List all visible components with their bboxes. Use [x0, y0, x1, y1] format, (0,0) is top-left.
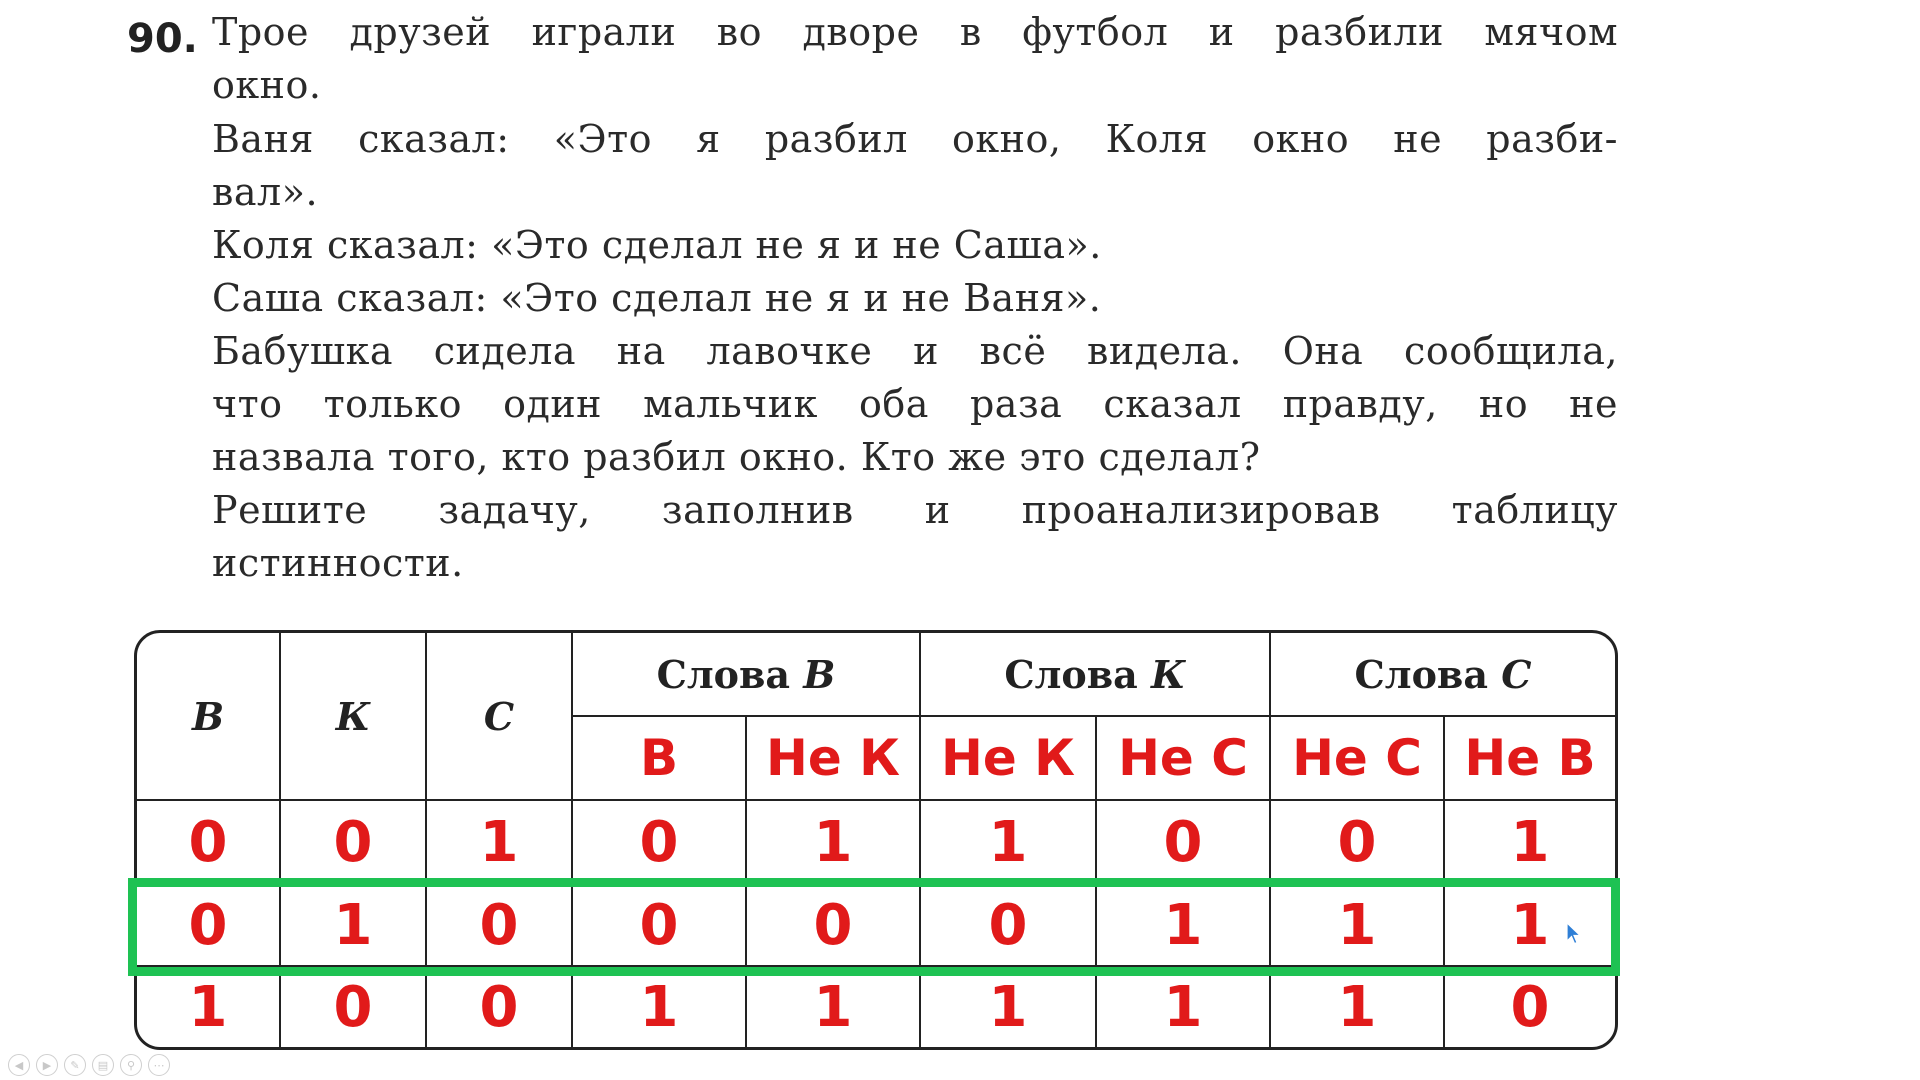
problem-text-line: вал».	[212, 170, 319, 214]
problem-text-line: что только один мальчик оба раза сказал правду, но не	[212, 382, 1618, 426]
table-cell: 1	[1163, 974, 1203, 1040]
table-cell: 0	[188, 892, 228, 958]
table-cell: 0	[988, 892, 1028, 958]
truth-table	[134, 630, 1618, 1050]
table-cell: 1	[188, 974, 228, 1040]
group-header-words-k: Слова К	[1004, 651, 1186, 697]
table-cell: 0	[333, 809, 373, 875]
problem-text-line: Бабушка сидела на лавочке и всё видела. Она сообщила,	[212, 329, 1618, 373]
table-cell: 0	[479, 892, 519, 958]
answer-highlight-box	[128, 878, 1620, 976]
header-v: В	[191, 693, 225, 739]
slideshow-toolbar	[8, 1054, 170, 1076]
table-cell: 1	[1510, 892, 1550, 958]
nav-forward-icon[interactable]: ▶	[36, 1054, 58, 1076]
table-cell: 1	[988, 974, 1028, 1040]
table-cell: 1	[1510, 809, 1550, 875]
table-cell: 0	[479, 974, 519, 1040]
subheader-cell: Не К	[940, 729, 1076, 787]
slides-icon[interactable]: ▤	[92, 1054, 114, 1076]
table-cell: 1	[1337, 974, 1377, 1040]
subheader-cell: Не В	[1464, 729, 1596, 787]
table-cell: 0	[1337, 809, 1377, 875]
header-k: К	[335, 693, 371, 739]
group-header-words-s: Слова С	[1354, 651, 1532, 697]
table-cell: 0	[813, 892, 853, 958]
problem-text-line: истинности.	[212, 541, 464, 585]
table-cell: 1	[988, 809, 1028, 875]
group-header-words-v: Слова В	[656, 651, 836, 697]
subheader-cell: В	[639, 729, 679, 787]
table-cell: 0	[333, 974, 373, 1040]
problem-text-line: Коля сказал: «Это сделал не я и не Саша».	[212, 223, 1102, 267]
subheader-cell: Не С	[1118, 729, 1248, 787]
problem-number: 90.	[127, 16, 198, 62]
table-cell: 0	[1163, 809, 1203, 875]
table-cell: 1	[333, 892, 373, 958]
more-icon[interactable]: ⋯	[148, 1054, 170, 1076]
cursor-arrow-icon	[1566, 922, 1584, 946]
table-cell: 1	[479, 809, 519, 875]
table-cell: 1	[1163, 892, 1203, 958]
table-cell: 0	[188, 809, 228, 875]
problem-text-line: Трое друзей играли во дворе в футбол и разбили мячом	[212, 10, 1618, 54]
table-cell: 1	[813, 974, 853, 1040]
subheader-cell: Не С	[1292, 729, 1422, 787]
table-cell: 0	[1510, 974, 1550, 1040]
table-cell: 0	[639, 809, 679, 875]
header-s: С	[483, 693, 515, 739]
pen-icon[interactable]: ✎	[64, 1054, 86, 1076]
table-cell: 1	[813, 809, 853, 875]
table-cell: 0	[639, 892, 679, 958]
problem-text-line: назвала того, кто разбил окно. Кто же это сделал?	[212, 435, 1261, 479]
problem-text-line: окно.	[212, 63, 322, 107]
subheader-cell: Не К	[765, 729, 901, 787]
zoom-icon[interactable]: ⚲	[120, 1054, 142, 1076]
problem-text-line: Решите задачу, заполнив и проанализировав таблицу	[212, 488, 1618, 532]
table-cell: 1	[639, 974, 679, 1040]
problem-text-line: Саша сказал: «Это сделал не я и не Ваня».	[212, 276, 1102, 320]
nav-back-icon[interactable]: ◀	[8, 1054, 30, 1076]
problem-text-line: Ваня сказал: «Это я разбил окно, Коля окно не разби-	[212, 117, 1618, 161]
table-cell: 1	[1337, 892, 1377, 958]
